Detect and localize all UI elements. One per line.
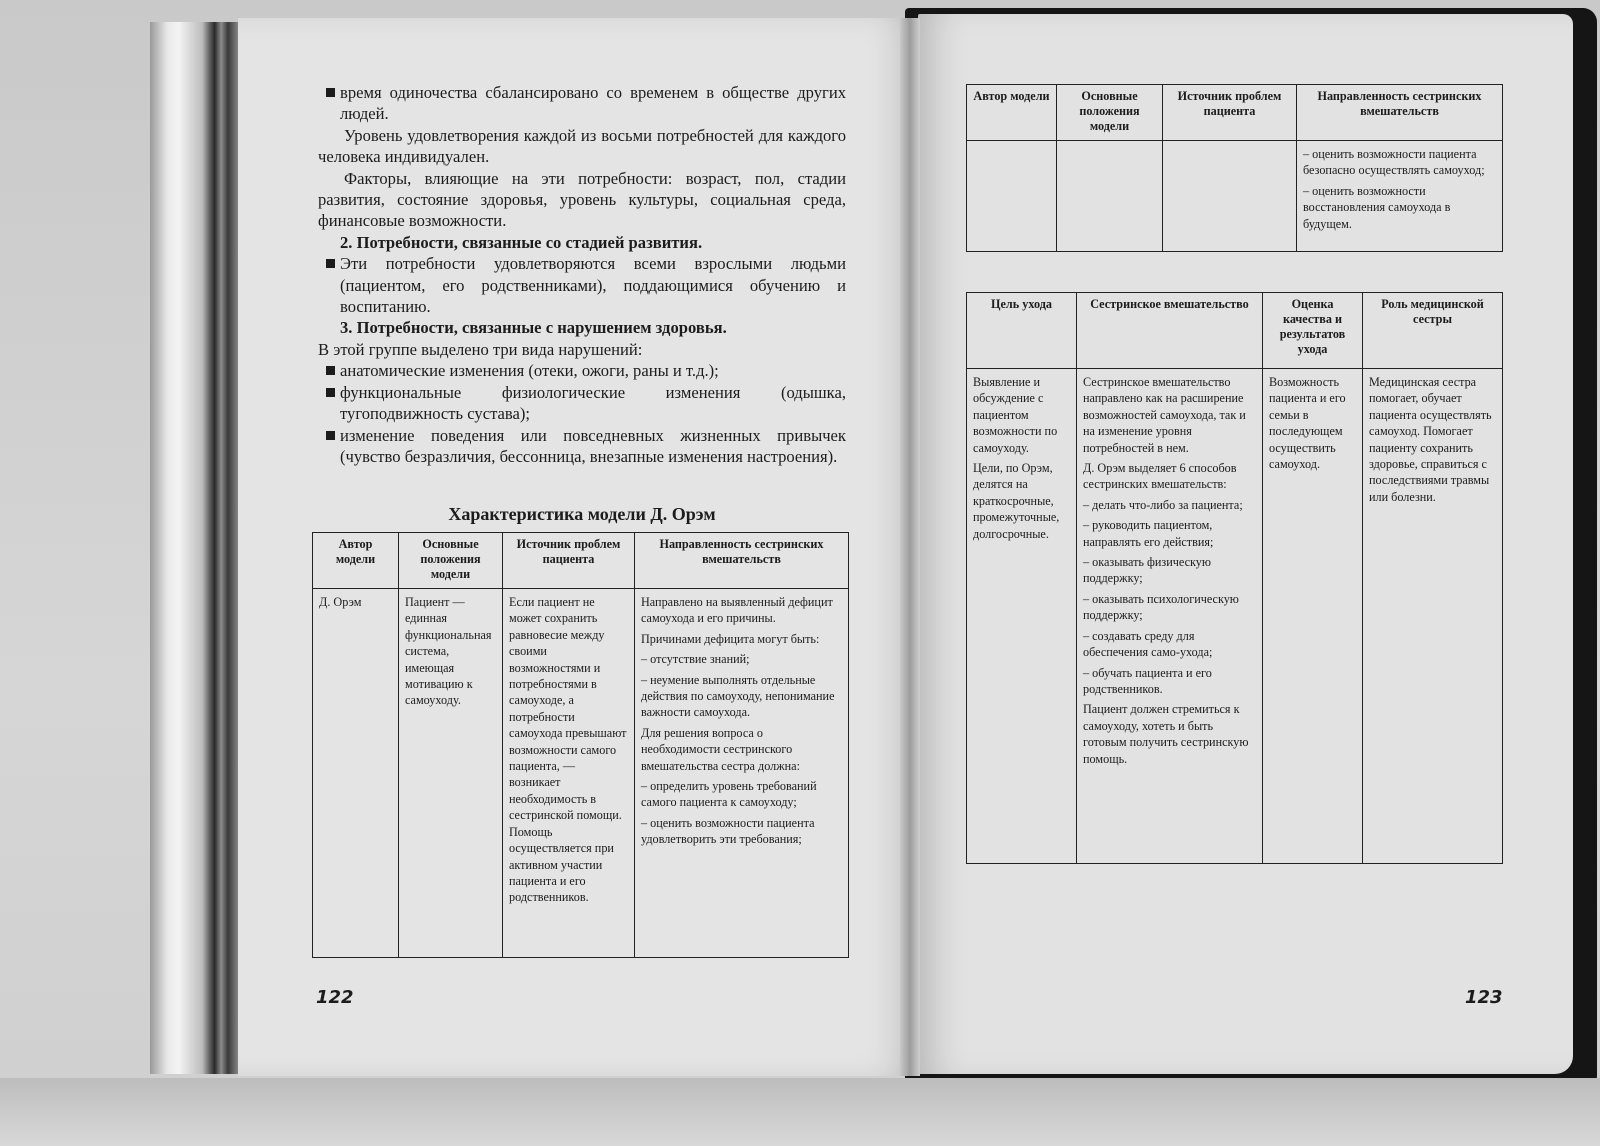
cell-paragraph: – руководить пациентом, направлять его действия; [1083,518,1214,549]
table-cell [1057,141,1163,252]
cell-paragraph: – оценить возможности восстановления самоухода в будущем. [1303,183,1451,231]
table-header: Автор модели [313,533,399,589]
cell-paragraph: – делать что-либо за пациента; [1083,497,1243,512]
bullet-icon [326,88,335,97]
book-spine [900,18,920,1076]
table-cell: Пациент — единная функциональная система, имеющая мотивацию к самоуходу. [399,589,503,958]
table-header: Оценка качества и результатов ухода [1263,293,1363,369]
cell-paragraph: Направлено на выявленный дефицит самоухода и его причины. [641,595,833,626]
paragraph: В этой группе выделено три вида нарушений: [318,339,643,359]
table-cell: Если пациент не может сохранить равновесие между своими возможностями и потребностями в самоуходе, а потребности самоухода превышают возможности самого пациента, — возникает необходимость в сестринской помощи. Помощь осуществляется при активном участии пациента и его родственников. [503,589,635,958]
table-cell: Возможность пациента и его семьи в последующем осуществить самоуход. [1263,369,1363,864]
cell-paragraph: – неумение выполнять отдельные действия по самоуходу, непонимание важности самоухода. [641,672,835,720]
section-heading: 3. Потребности, связанные с нарушением здоровья. [340,318,727,338]
care-process-table [966,292,1503,864]
table-header: Основные положения модели [1057,85,1163,141]
paragraph: время одиночества сбалансировано со временем в обществе других людей. [318,82,846,125]
table-cell [967,369,1077,864]
cell-paragraph: Для решения вопроса о необходимости сестринского вмешательства сестра должна: [641,725,800,773]
cell-paragraph: – оказывать физическую поддержку; [1083,555,1211,586]
page-number-right: 123 [1465,987,1503,1008]
bullet-icon [326,259,335,268]
cell-paragraph: Цели, по Орэм, делятся на краткосрочные, промежуточные, долгосрочные. [973,461,1060,541]
table-cell [635,589,849,958]
table-cell [1297,141,1503,252]
table-header: Роль медицинской сестры [1363,293,1503,369]
orem-model-table-continued [966,84,1503,252]
cell-paragraph: – оценить возможности пациента безопасно осуществлять самоуход; [1303,147,1485,178]
section-heading: 2. Потребности, связанные со стадией развития. [340,232,703,252]
cell-paragraph: – отсутствие знаний; [641,652,750,667]
bullet-icon [326,366,335,375]
table-header: Цель ухода [967,293,1077,369]
bullet-icon [326,388,335,397]
table-cell [1163,141,1297,252]
table-header: Направленность сестринских вмешательств [1297,85,1503,141]
paragraph: анатомические изменения (отеки, ожоги, раны и т.д.); [318,360,846,381]
cell-paragraph: – обучать пациента и его родственников. [1083,665,1212,696]
cell-paragraph: – определить уровень требований самого пациента к самоуходу; [641,779,817,810]
cell-paragraph: – создавать среду для обеспечения само-ухода; [1083,628,1213,660]
bullet-icon [326,431,335,440]
page-number-left: 122 [316,987,354,1008]
table-header: Основные положения модели [399,533,503,589]
paragraph: функциональные физиологические изменения (одышка, тугоподвижность сустава); [318,382,846,425]
cell-paragraph: – оказывать психологическую поддержку; [1083,591,1239,623]
orem-model-table [312,532,849,958]
table-cell [1077,369,1263,864]
table-header: Источник проблем пациента [503,533,635,589]
table-cell: Медицинская сестра помогает, обучает пациента осуществлять самоуход. Помогает пациенту сохранить здоровье, справиться с последствиями травмы или болезни. [1363,369,1503,864]
cell-paragraph: Д. Орэм выделяет 6 способов сестринских вмешательств: [1083,461,1237,492]
bottom-shadow [0,1078,1600,1146]
table-header: Автор модели [967,85,1057,141]
cell-paragraph: Причинами дефицита могут быть: [641,631,820,646]
paragraph: Эти потребности удовлетворяются всеми взрослыми людьми (пациентом, его родственниками), поддающимися обучению и воспитанию. [318,253,846,317]
table-cell: Д. Орэм [313,589,399,958]
cell-paragraph: – оценить возможности пациента удовлетворить эти требования; [641,815,815,847]
table-header: Источник проблем пациента [1163,85,1297,141]
book-page-edges [150,22,245,1074]
cell-paragraph: Выявление и обсуждение с пациентом возможности по самоуходу. [973,375,1058,455]
paragraph: Факторы, влияющие на эти потребности: возраст, пол, стадии развития, состояние здоровья, уровень культуры, социальная среда, финансовые возможности. [318,168,846,231]
paragraph: изменение поведения или повседневных жизненных привычек (чувство безразличия, бессонница, внезапные изменения настроения). [318,425,846,468]
table-header: Сестринское вмешательство [1077,293,1263,369]
left-page-text [318,82,846,467]
table-cell [967,141,1057,252]
cell-paragraph: Сестринское вмешательство направлено как на расширение возможностей самоухода, так и на изменение уровня потребностей в нем. [1083,375,1246,455]
table-caption: Характеристика модели Д. Орэм [448,504,716,524]
table-header: Направленность сестринских вмешательств [635,533,849,589]
cell-paragraph: Пациент должен стремиться к самоуходу, хотеть и быть готовым получить сестринскую помощь. [1083,702,1249,766]
paragraph: Уровень удовлетворения каждой из восьми потребностей для каждого человека индивидуален. [318,125,846,167]
